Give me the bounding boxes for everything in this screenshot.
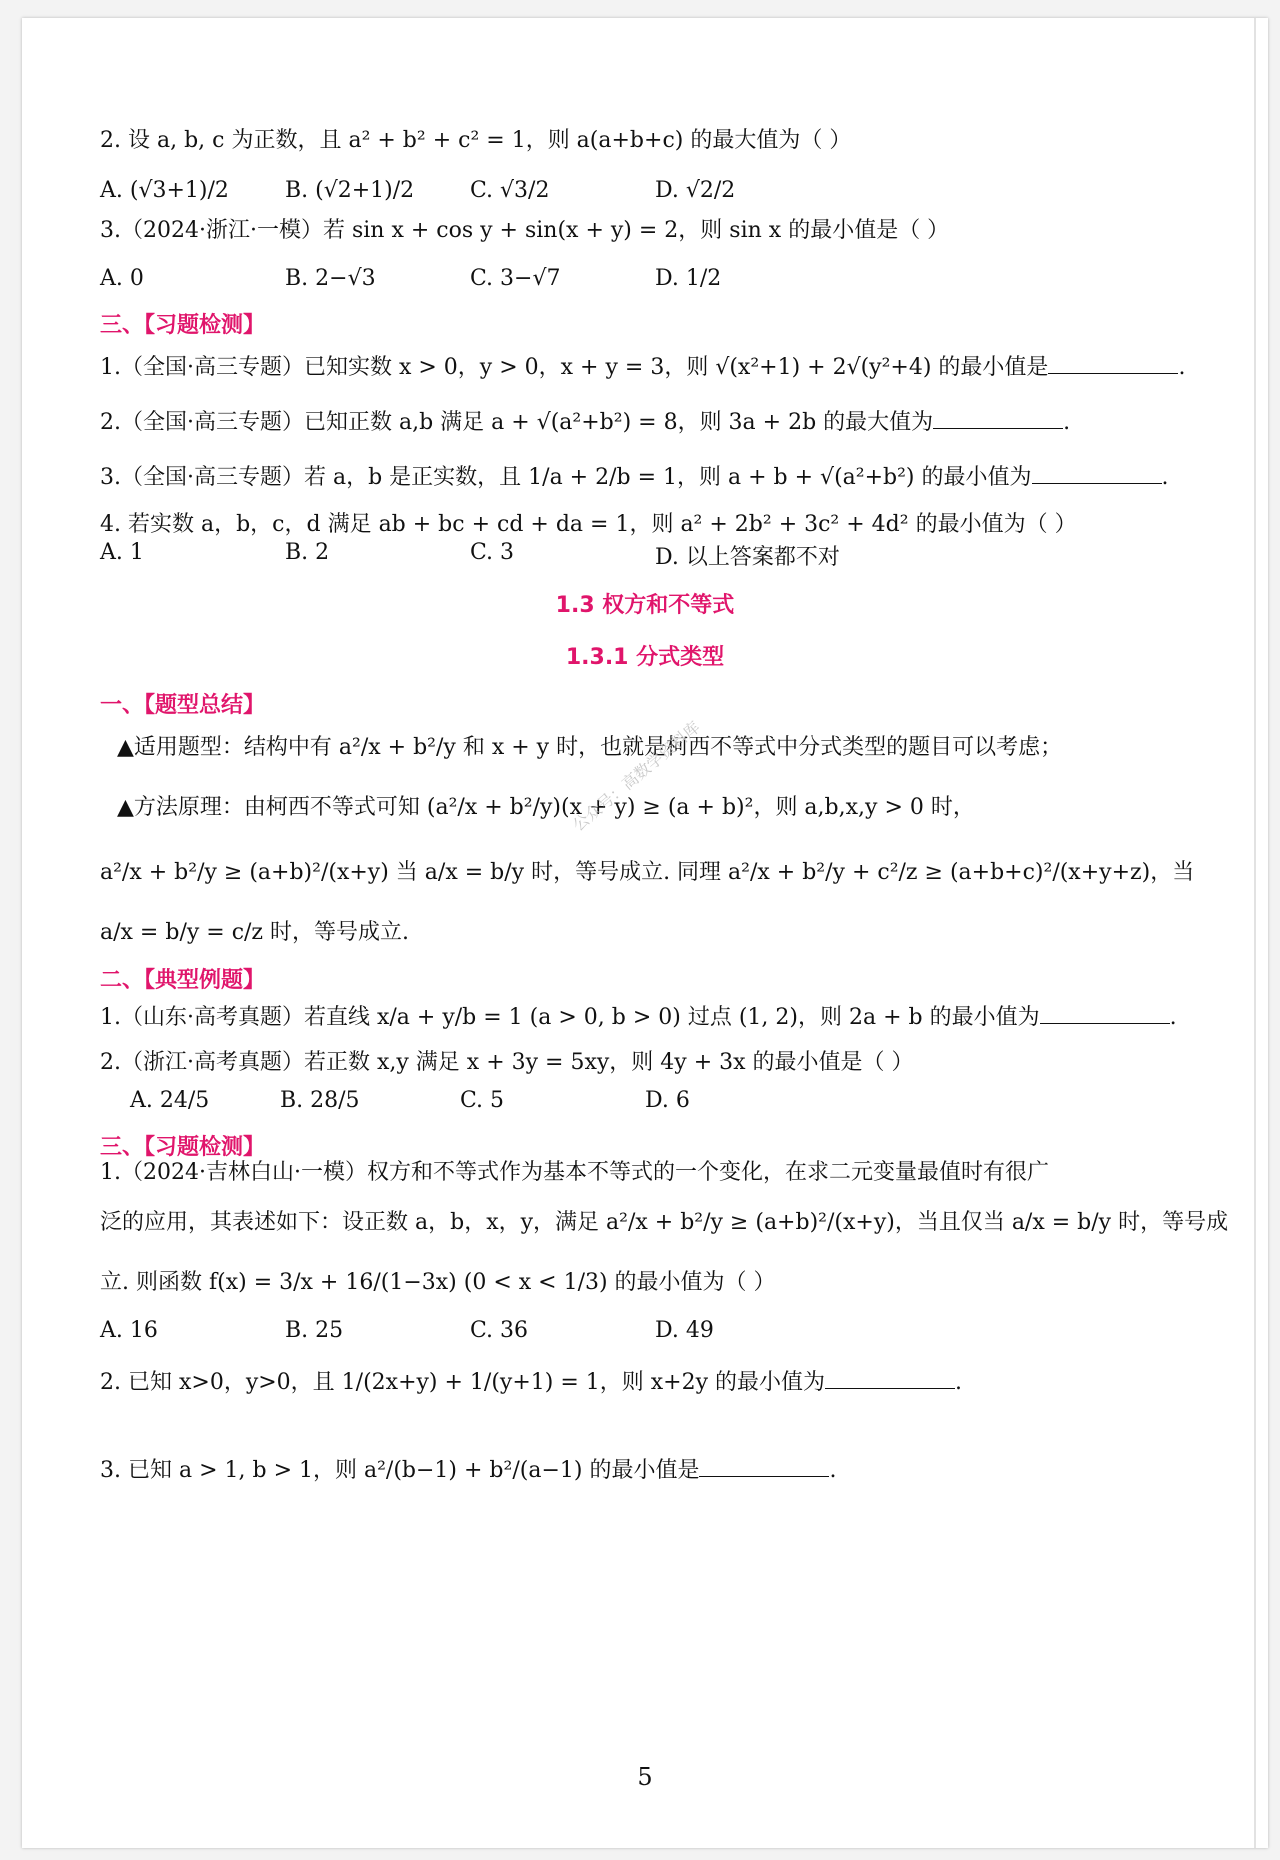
period: . [1169, 1005, 1177, 1030]
option-a: A. 1 [100, 540, 144, 565]
option-c: C. 5 [460, 1088, 505, 1113]
watermark: 公众号：高数学资料库 [568, 717, 704, 835]
option-a: A. 0 [100, 266, 144, 291]
heading-examples: 二、【典型例题】 [100, 968, 266, 993]
tip-formula: a²/x + b²/y ≥ (a+b)²/(x+y) 当 a/x = b/y 时，等号成立. 同理 a²/x + b²/y + c²/z ≥ (a+b+c)²/(x+y+z)，当 [100, 860, 1195, 885]
option-c: C. √3/2 [470, 178, 550, 203]
document-page [22, 18, 1268, 1848]
exercise-1 [100, 353, 1185, 383]
period: . [955, 1370, 963, 1395]
exercise-4: 4. 若实数 a，b，c，d 满足 ab + bc + cd + da = 1，则 a² + 2b² + 3c² + 4d² 的最小值为（ ） [100, 512, 1077, 537]
option-b: B. 2 [285, 540, 330, 565]
heading-exercise: 三、【习题检测】 [100, 313, 266, 338]
problem-2: 2. 设 a, b, c 为正数，且 a² + b² + c² = 1，则 a(a+b+c) 的最大值为（ ） [100, 128, 852, 153]
option-b: B. 2−√3 [285, 266, 376, 291]
option-a: A. (√3+1)/2 [100, 178, 229, 203]
review-2 [100, 1368, 962, 1398]
section-title: 1.3 权方和不等式 [555, 593, 735, 618]
answer-blank [825, 1387, 955, 1389]
option-c: C. 36 [470, 1318, 529, 1343]
period: . [1178, 355, 1186, 380]
heading-exercise-2: 三、【习题检测】 [100, 1135, 266, 1160]
answer-blank [933, 427, 1063, 429]
page-edge [1254, 18, 1256, 1848]
answer-blank [1032, 482, 1162, 484]
review-3-text: 3. 已知 a > 1, b > 1，则 a²/(b−1) + b²/(a−1) 的最小值是 [100, 1458, 700, 1483]
exercise-2-text: 2.（全国·高三专题）已知正数 a,b 满足 a + √(a²+b²) = 8，则 3a + 2b 的最大值为 [100, 410, 934, 435]
exercise-3-text: 3.（全国·高三专题）若 a，b 是正实数，且 1/a + 2/b = 1，则 a + b + √(a²+b²) 的最小值为 [100, 465, 1032, 490]
review-3 [100, 1456, 836, 1486]
option-b: B. (√2+1)/2 [285, 178, 415, 203]
answer-blank [699, 1475, 829, 1477]
page-number: 5 [637, 1763, 653, 1791]
option-b: B. 25 [285, 1318, 344, 1343]
option-c: C. 3−√7 [470, 266, 561, 291]
problem-3: 3.（2024·浙江·一模）若 sin x + cos y + sin(x + y) = 2，则 sin x 的最小值是（ ） [100, 218, 950, 243]
review-1-line-2: 泛的应用，其表述如下：设正数 a，b，x，y，满足 a²/x + b²/y ≥ (a+b)²/(x+y)，当且仅当 a/x = b/y 时，等号成 [100, 1210, 1229, 1235]
option-b: B. 28/5 [280, 1088, 360, 1113]
option-d: D. 49 [655, 1318, 714, 1343]
subsection-title: 1.3.1 分式类型 [565, 645, 725, 670]
period: . [829, 1458, 837, 1483]
period: . [1063, 410, 1071, 435]
review-1-line-1: 1.（2024·吉林白山·一模）权方和不等式作为基本不等式的一个变化，在求二元变量最值时有很广 [100, 1160, 1049, 1185]
heading-summary: 一、【题型总结】 [100, 693, 266, 718]
tip-applicable: ▲适用题型：结构中有 a²/x + b²/y 和 x + y 时，也就是柯西不等式中分式类型的题目可以考虑； [117, 735, 1063, 760]
example-1 [100, 1003, 1177, 1033]
option-d: D. 6 [645, 1088, 690, 1113]
review-2-text: 2. 已知 x>0，y>0，且 1/(2x+y) + 1/(y+1) = 1，则 x+2y 的最小值为 [100, 1370, 826, 1395]
exercise-3 [100, 463, 1169, 493]
example-1-text: 1.（山东·高考真题）若直线 x/a + y/b = 1 (a > 0, b > 0) 过点 (1, 2)，则 2a + b 的最小值为 [100, 1005, 1040, 1030]
option-d: D. 1/2 [655, 266, 722, 291]
option-a: A. 24/5 [130, 1088, 210, 1113]
answer-blank [1048, 372, 1178, 374]
example-2: 2.（浙江·高考真题）若正数 x,y 满足 x + 3y = 5xy，则 4y + 3x 的最小值是（ ） [100, 1050, 914, 1075]
exercise-1-text: 1.（全国·高三专题）已知实数 x > 0，y > 0，x + y = 3，则 √(x²+1) + 2√(y²+4) 的最小值是 [100, 355, 1049, 380]
option-d: D. 以上答案都不对 [655, 545, 840, 570]
option-a: A. 16 [100, 1318, 158, 1343]
tip-method: ▲方法原理：由柯西不等式可知 (a²/x + b²/y)(x + y) ≥ (a + b)²，则 a,b,x,y > 0 时， [117, 795, 975, 820]
review-1-line-3: 立. 则函数 f(x) = 3/x + 16/(1−3x) (0 < x < 1/3) 的最小值为（ ） [100, 1270, 776, 1295]
answer-blank [1040, 1022, 1170, 1024]
tip-equality: a/x = b/y = c/z 时，等号成立. [100, 920, 410, 945]
option-d: D. √2/2 [655, 178, 736, 203]
period: . [1161, 465, 1169, 490]
option-c: C. 3 [470, 540, 515, 565]
exercise-2 [100, 408, 1070, 438]
